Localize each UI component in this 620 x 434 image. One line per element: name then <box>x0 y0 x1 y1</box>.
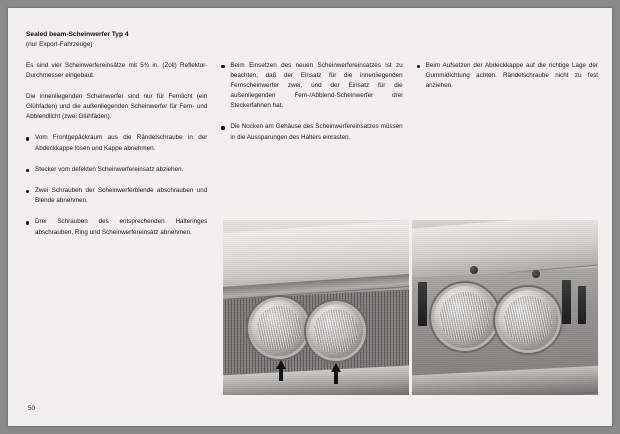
headlamp-inner-icon <box>309 304 363 358</box>
page-number: 50 <box>28 405 35 412</box>
headlight-retaining-ring-photo <box>412 220 598 395</box>
retaining-bracket-icon <box>418 282 427 326</box>
headlamp-inner-icon <box>498 290 558 350</box>
list-item: Vom Frontgepäckraum aus die Rändelschraube in der Abdeckkappe lösen und Kappe abnehmen. <box>26 133 207 153</box>
column-1 <box>26 61 207 249</box>
list-item: Die Nocken am Gehäuse des Scheinwerfereinsatzes müssen in die Aussparungen des Halters einrasten. <box>221 122 402 142</box>
instruction-list <box>221 61 402 143</box>
annotation-arrow-icon <box>276 360 286 369</box>
paragraph: Die innenliegenden Scheinwerfer sind nur für Fernlicht (ein Glühfaden) und die außenliegenden Scheinwerfer für Fern- und Abblendlicht (zwei Glühfäden). <box>26 92 208 121</box>
list-item: Zwei Schrauben der Scheinwerferblende abschrauben und Blende abnehmen. <box>26 186 207 206</box>
instruction-list <box>417 61 598 92</box>
page-title: Sealed beam-Scheinwerfer Typ 4 <box>26 31 129 38</box>
annotation-arrow-icon <box>331 363 341 372</box>
list-item: Beim Aufsetzen der Abdeckkappe auf die richtige Lage der Gummidichtung achten. Rändelschraube nicht zu fest anziehen. <box>417 61 598 92</box>
headlamp-outer-icon <box>251 300 307 356</box>
headlight-assembly-front-photo <box>223 220 409 395</box>
list-item: Stecker vom defekten Scheinwerfereinsatz abziehen. <box>26 165 207 175</box>
figure-group <box>223 220 598 395</box>
headlamp-outer-icon <box>434 286 496 348</box>
page-content <box>26 30 598 249</box>
retaining-bracket-icon <box>578 286 586 324</box>
screw-icon <box>532 270 540 278</box>
screw-icon <box>470 266 478 274</box>
paragraph: Es sind vier Scheinwerfereinsätze mit 5¾ in. (Zoll) Reflektor-Durchmesser eingebaut. <box>26 61 208 79</box>
list-item: Drei Schrauben des entsprechenden Halteringes abschrauben, Ring und Scheinwerfereinsatz abnehmen. <box>26 217 207 237</box>
list-item: Beim Einsetzen des neuen Scheinwerfereinsatzes ist zu beachten, daß der Einsatz für die innenliegenden Fernscheinwerfer zwei, und der Einsatz für die außenliegenden Fern-/Abblend-Scheinwerfer drei Steckerfahnen hat. <box>221 61 402 112</box>
manual-page <box>8 8 612 426</box>
instruction-list <box>26 133 207 237</box>
retaining-bracket-icon <box>562 280 571 324</box>
page-subtitle: (nur Export-Fahrzeuge) <box>26 40 93 48</box>
